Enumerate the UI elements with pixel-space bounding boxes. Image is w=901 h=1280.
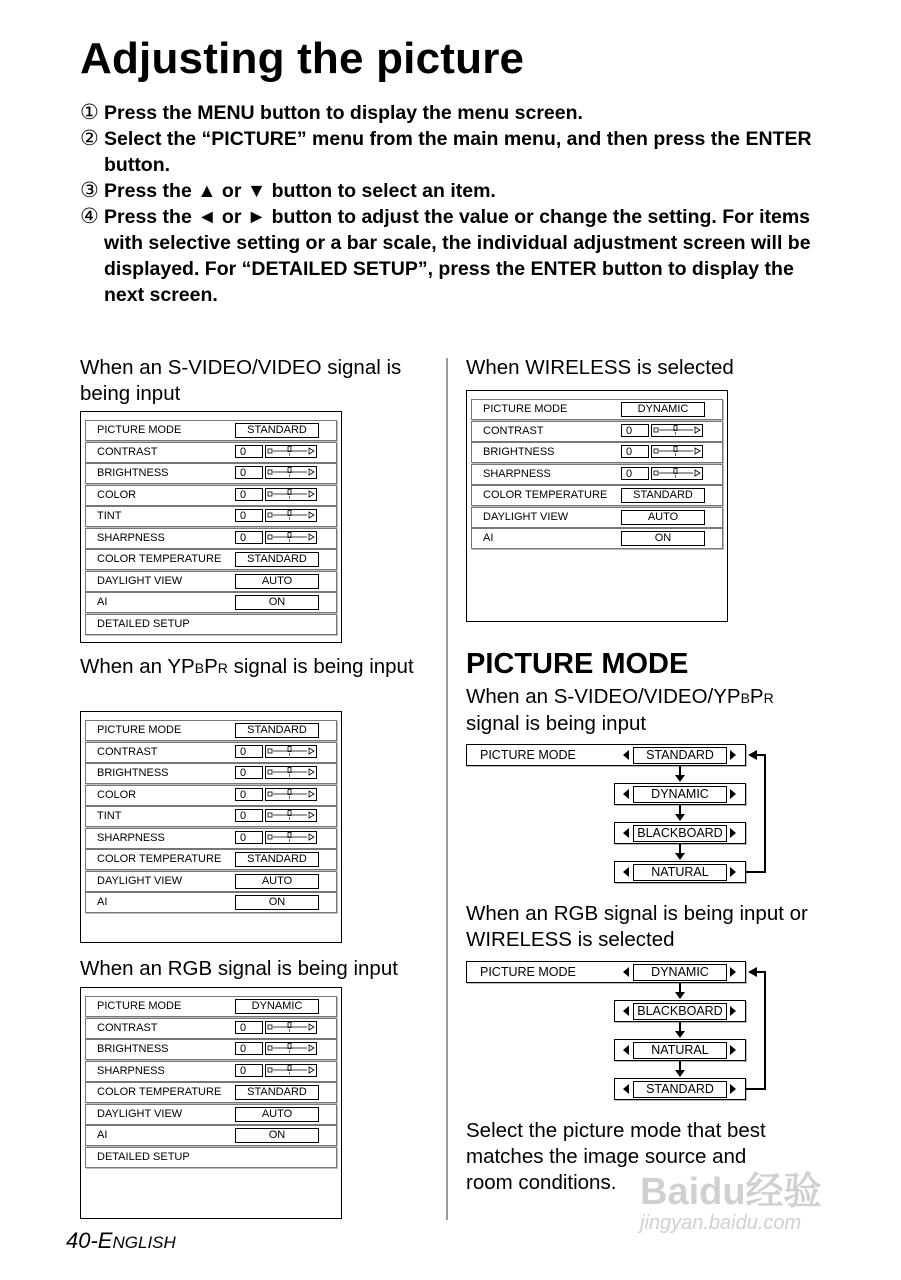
menu-row-value: DYNAMIC: [621, 402, 705, 417]
menu-row-label: PICTURE MODE: [97, 1000, 182, 1012]
menu-row[interactable]: [85, 1018, 337, 1039]
menu-row-number: 0: [235, 1064, 263, 1077]
left-arrow-icon[interactable]: [623, 1006, 629, 1016]
down-arrow-icon: [674, 1022, 686, 1039]
caption-svideo: When an S-VIDEO/VIDEO signal is being input: [80, 356, 402, 405]
menu-row-label: DAYLIGHT VIEW: [483, 510, 569, 523]
step-3: ③ Press the ▲ or ▼ button to select an item.: [80, 179, 496, 202]
bar-scale-slider[interactable]: [265, 1042, 317, 1055]
picture-mode-value: NATURAL: [633, 864, 727, 881]
menu-row[interactable]: [471, 421, 723, 442]
caption-pm-rgb: When an RGB signal is being input or WIRELESS is selected: [466, 902, 808, 951]
caption-pm-svideo: When an S-VIDEO/VIDEO/YPBPR signal is being input: [466, 685, 774, 735]
caption-rgb: When an RGB signal is being input: [80, 957, 398, 980]
bar-scale-slider[interactable]: [265, 466, 317, 479]
loop-back-arrow-icon: [745, 961, 779, 1101]
picture-mode-label: PICTURE MODE: [480, 965, 576, 979]
right-arrow-icon[interactable]: [730, 789, 736, 799]
menu-row-label: TINT: [97, 810, 122, 822]
menu-row-label: BRIGHTNESS: [97, 767, 169, 779]
menu-row-label: CONTRAST: [483, 424, 544, 437]
picture-mode-option[interactable]: [614, 1039, 746, 1061]
menu-row-label: AI: [97, 896, 108, 908]
menu-row[interactable]: [85, 1147, 337, 1168]
menu-row-label: COLOR: [97, 488, 137, 501]
menu-screen-wireless: [466, 390, 728, 622]
menu-screen-ypbpr: [80, 711, 342, 943]
menu-row[interactable]: [471, 485, 723, 506]
menu-row[interactable]: [85, 806, 337, 827]
picture-mode-value: BLACKBOARD: [633, 1003, 727, 1020]
bar-scale-slider[interactable]: [265, 488, 317, 501]
down-arrow-icon: [674, 805, 686, 822]
menu-row[interactable]: [85, 592, 337, 613]
menu-row-label: CONTRAST: [97, 745, 158, 758]
menu-row-label: COLOR: [97, 788, 137, 801]
right-arrow-icon[interactable]: [730, 750, 736, 760]
down-arrow-icon: [674, 844, 686, 861]
bar-scale-slider[interactable]: [651, 467, 703, 480]
left-arrow-icon[interactable]: [623, 828, 629, 838]
menu-row[interactable]: [85, 1039, 337, 1060]
down-arrow-icon: [674, 983, 686, 1000]
menu-row-value: DYNAMIC: [235, 999, 319, 1014]
menu-row[interactable]: [85, 849, 337, 870]
watermark-logo: Baidu经验: [640, 1171, 822, 1213]
picture-mode-value: DYNAMIC: [633, 964, 727, 981]
picture-mode-option[interactable]: [614, 861, 746, 883]
bar-scale-slider[interactable]: [265, 509, 317, 522]
menu-row-label: DAYLIGHT VIEW: [97, 574, 183, 587]
menu-row-label: SHARPNESS: [97, 531, 165, 544]
menu-row-label: COLOR TEMPERATURE: [97, 553, 222, 565]
menu-row-value: AUTO: [235, 874, 319, 889]
menu-row-value: STANDARD: [235, 723, 319, 738]
menu-row-label: DAYLIGHT VIEW: [97, 1107, 183, 1120]
menu-row-number: 0: [235, 809, 263, 822]
right-arrow-icon[interactable]: [730, 1045, 736, 1055]
menu-row[interactable]: [85, 763, 337, 784]
picture-mode-value: NATURAL: [633, 1042, 727, 1059]
loop-back-arrow-icon: [745, 744, 779, 884]
menu-row[interactable]: [85, 720, 337, 741]
menu-row-label: COLOR TEMPERATURE: [97, 853, 222, 865]
menu-row-label: AI: [97, 1129, 108, 1141]
bar-scale-slider[interactable]: [265, 831, 317, 844]
watermark-url: jingyan.baidu.com: [640, 1212, 802, 1234]
menu-row-label: CONTRAST: [97, 445, 158, 458]
menu-row[interactable]: [85, 785, 337, 806]
menu-row[interactable]: [85, 1082, 337, 1103]
menu-row-label: PICTURE MODE: [483, 403, 568, 415]
menu-row-value: STANDARD: [235, 552, 319, 567]
bar-scale-slider[interactable]: [265, 1021, 317, 1034]
picture-mode-option[interactable]: [614, 783, 746, 805]
bar-scale-slider[interactable]: [265, 1064, 317, 1077]
menu-row-number: 0: [235, 488, 263, 501]
right-arrow-icon[interactable]: [730, 867, 736, 877]
menu-row-value: AUTO: [235, 1107, 319, 1122]
menu-row[interactable]: [85, 506, 337, 527]
picture-mode-option[interactable]: [614, 822, 746, 844]
menu-row-value: AUTO: [235, 574, 319, 589]
menu-row-label: CONTRAST: [97, 1021, 158, 1034]
bar-scale-slider[interactable]: [265, 809, 317, 822]
picture-mode-option[interactable]: [466, 961, 746, 983]
picture-mode-value: BLACKBOARD: [633, 825, 727, 842]
menu-row-label: TINT: [97, 510, 122, 522]
menu-screen-rgb: [80, 987, 342, 1219]
menu-row-value: ON: [621, 531, 705, 546]
picture-mode-description: Select the picture mode that best matches the image source and room conditions.: [466, 1119, 766, 1194]
left-arrow-icon[interactable]: [623, 967, 629, 977]
menu-screen-svideo: [80, 411, 342, 643]
menu-row-value: STANDARD: [235, 852, 319, 867]
menu-row[interactable]: [85, 549, 337, 570]
picture-mode-value: STANDARD: [633, 1081, 727, 1098]
menu-row-label: SHARPNESS: [483, 467, 551, 480]
menu-row[interactable]: [471, 442, 723, 463]
caption-wireless: When WIRELESS is selected: [466, 356, 734, 379]
column-divider: [446, 358, 448, 1220]
menu-row-number: 0: [235, 1021, 263, 1034]
menu-row-label: DETAILED SETUP: [97, 617, 190, 630]
bar-scale-slider[interactable]: [651, 424, 703, 437]
step-4: ④ Press the ◄ or ► button to adjust the value or change the setting. For items with selective setting or a bar scale, the individual adjustment screen will be displayed. For “DETAILED SETUP”, press the ENTER button to display the next screen.: [80, 205, 811, 306]
bar-scale-slider[interactable]: [265, 766, 317, 779]
menu-row-value: ON: [235, 595, 319, 610]
picture-mode-flow-2: [466, 961, 776, 1107]
menu-row-value: ON: [235, 1128, 319, 1143]
step-2: ② Select the “PICTURE” menu from the main menu, and then press the ENTER button.: [80, 127, 812, 176]
menu-row-label: COLOR TEMPERATURE: [483, 489, 608, 501]
menu-row[interactable]: [85, 871, 337, 892]
menu-row[interactable]: [85, 1061, 337, 1082]
menu-row[interactable]: [471, 528, 723, 549]
menu-row[interactable]: [471, 399, 723, 420]
picture-mode-heading: PICTURE MODE: [466, 648, 689, 680]
menu-row-number: 0: [621, 467, 649, 480]
menu-row[interactable]: [85, 828, 337, 849]
menu-row-label: BRIGHTNESS: [483, 446, 555, 458]
picture-mode-option[interactable]: [614, 1078, 746, 1100]
menu-row[interactable]: [85, 571, 337, 592]
picture-mode-value: DYNAMIC: [633, 786, 727, 803]
menu-row[interactable]: [471, 464, 723, 485]
menu-row-value: AUTO: [621, 510, 705, 525]
menu-row[interactable]: [85, 1125, 337, 1146]
menu-row[interactable]: [85, 892, 337, 913]
down-arrow-icon: [674, 766, 686, 783]
menu-row[interactable]: [85, 420, 337, 441]
menu-row-number: 0: [235, 509, 263, 522]
picture-mode-option[interactable]: [466, 744, 746, 766]
bar-scale-slider[interactable]: [265, 788, 317, 801]
right-arrow-icon[interactable]: [730, 1084, 736, 1094]
menu-row-value: ON: [235, 895, 319, 910]
bar-scale-slider[interactable]: [265, 531, 317, 544]
left-arrow-icon[interactable]: [623, 1084, 629, 1094]
picture-mode-value: STANDARD: [633, 747, 727, 764]
menu-row-label: AI: [483, 532, 494, 544]
menu-row-value: STANDARD: [235, 1085, 319, 1100]
step-1: ① Press the MENU button to display the menu screen.: [80, 101, 583, 124]
caption-ypbpr: When an YPBPR signal is being input: [80, 655, 414, 678]
menu-row[interactable]: [85, 442, 337, 463]
menu-row-number: 0: [235, 531, 263, 544]
right-arrow-icon[interactable]: [730, 1006, 736, 1016]
menu-row[interactable]: [471, 507, 723, 528]
menu-row-number: 0: [235, 445, 263, 458]
menu-row-label: AI: [97, 596, 108, 608]
menu-row-number: 0: [235, 831, 263, 844]
menu-row-number: 0: [235, 745, 263, 758]
menu-row-label: COLOR TEMPERATURE: [97, 1086, 222, 1098]
left-arrow-icon[interactable]: [623, 789, 629, 799]
menu-row[interactable]: [85, 614, 337, 635]
right-arrow-icon[interactable]: [730, 828, 736, 838]
menu-row[interactable]: [85, 485, 337, 506]
page-number: 40-ENGLISH: [66, 1228, 176, 1253]
menu-row-number: 0: [235, 766, 263, 779]
menu-row-number: 0: [621, 445, 649, 458]
menu-row-label: DETAILED SETUP: [97, 1150, 190, 1163]
step-list: [80, 100, 830, 308]
menu-row-number: 0: [235, 466, 263, 479]
bar-scale-slider[interactable]: [265, 745, 317, 758]
menu-row-value: STANDARD: [621, 488, 705, 503]
picture-mode-option[interactable]: [614, 1000, 746, 1022]
page-title: Adjusting the picture: [80, 34, 525, 83]
left-arrow-icon[interactable]: [623, 750, 629, 760]
menu-row-label: PICTURE MODE: [97, 424, 182, 436]
menu-row[interactable]: [85, 463, 337, 484]
menu-row-label: DAYLIGHT VIEW: [97, 874, 183, 887]
menu-row-number: 0: [235, 1042, 263, 1055]
menu-row-number: 0: [621, 424, 649, 437]
menu-row-label: BRIGHTNESS: [97, 467, 169, 479]
left-arrow-icon[interactable]: [623, 1045, 629, 1055]
menu-row-value: STANDARD: [235, 423, 319, 438]
menu-row[interactable]: [85, 742, 337, 763]
menu-row[interactable]: [85, 528, 337, 549]
menu-row-label: BRIGHTNESS: [97, 1043, 169, 1055]
menu-row-label: SHARPNESS: [97, 831, 165, 844]
left-arrow-icon[interactable]: [623, 867, 629, 877]
menu-row-label: SHARPNESS: [97, 1064, 165, 1077]
picture-mode-label: PICTURE MODE: [480, 748, 576, 762]
menu-row-label: PICTURE MODE: [97, 724, 182, 736]
menu-row[interactable]: [85, 996, 337, 1017]
down-arrow-icon: [674, 1061, 686, 1078]
right-arrow-icon[interactable]: [730, 967, 736, 977]
menu-row[interactable]: [85, 1104, 337, 1125]
bar-scale-slider[interactable]: [651, 445, 703, 458]
menu-row-number: 0: [235, 788, 263, 801]
bar-scale-slider[interactable]: [265, 445, 317, 458]
picture-mode-flow-1: [466, 744, 776, 890]
